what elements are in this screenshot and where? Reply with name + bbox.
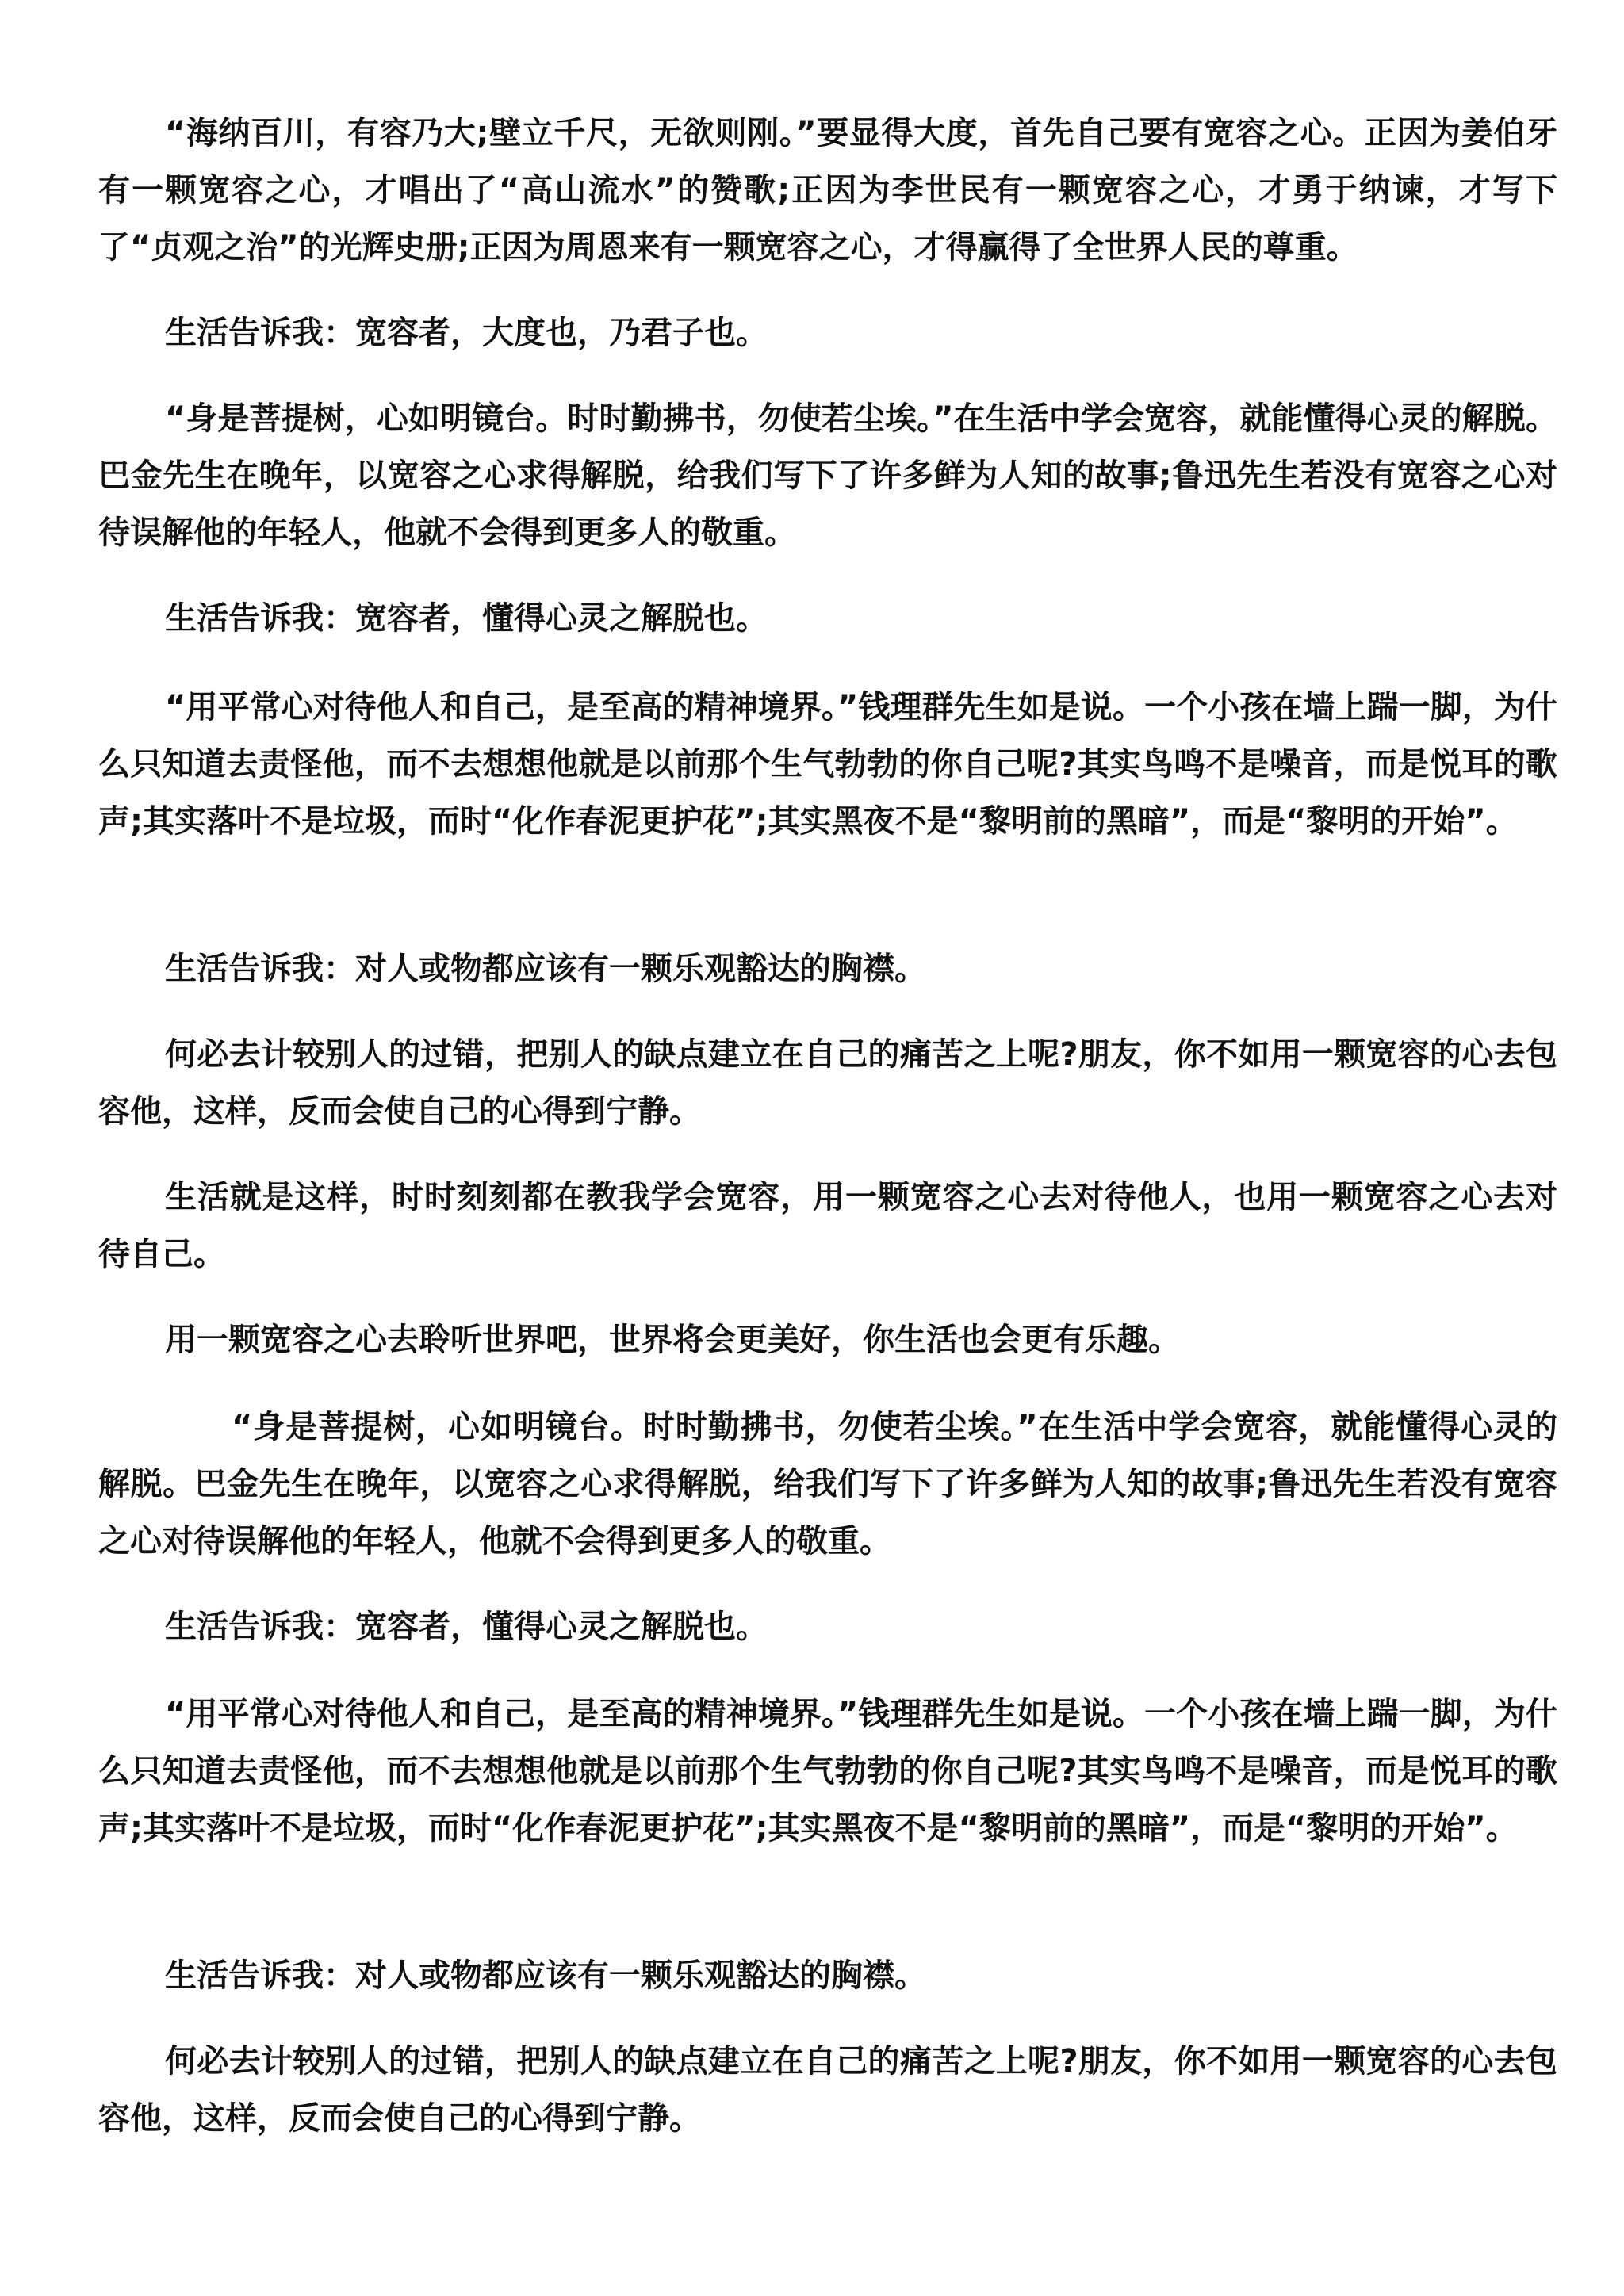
paragraph-life-teaches-tolerance: 生活就是这样，时时刻刻都在教我学会宽容，用一颗宽容之心去对待他人，也用一颗宽容之心去对待自己。 <box>98 1179 1557 1272</box>
paragraph-listen-to-world: 用一颗宽容之心去聆听世界吧，世界将会更美好，你生活也会更有乐趣。 <box>165 1322 1180 1358</box>
paragraph-bodhi-tree-repeat: “身是菩提树，心如明镜台。时时勤拂书，勿使若尘埃。”在生活中学会宽容，就能懂得心灵的解脱。巴金先生在晚年，以宽容之心求得解脱，给我们写下了许多鲜为人知的故事;鲁迅先生若没有宽容之心对待误解他的年轻人，他就不会得到更多人的敬重。 <box>98 1409 1557 1559</box>
paragraph-bodhi-tree: “身是菩提树，心如明镜台。时时勤拂书，勿使若尘埃。”在生活中学会宽容，就能懂得心灵的解脱。巴金先生在晚年，以宽容之心求得解脱，给我们写下了许多鲜为人知的故事;鲁迅先生若没有宽容之心对待误解他的年轻人，他就不会得到更多人的敬重。 <box>98 400 1557 551</box>
paragraph-why-blame-others-repeat: 何必去计较别人的过错，把别人的缺点建立在自己的痛苦之上呢?朋友，你不如用一颗宽容的心去包容他，这样，反而会使自己的心得到宁静。 <box>98 2043 1557 2137</box>
paragraph-ordinary-mind-repeat: “用平常心对待他人和自己，是至高的精神境界。”钱理群先生如是说。一个小孩在墙上踹一脚，为什么只知道去责怪他，而不去想想他就是以前那个生气勃勃的你自己呢?其实鸟鸣不是噪音，而是悦耳的歌声;其实落叶不是垃圾，而时“化作春泥更护花”;其实黑夜不是“黎明前的黑暗”，而是“黎明的开始”。 <box>98 1696 1557 1846</box>
paragraph-life-tells-me-liberation-repeat: 生活告诉我：宽容者，懂得心灵之解脱也。 <box>165 1609 768 1645</box>
paragraph-life-tells-me-optimism: 生活告诉我：对人或物都应该有一颗乐观豁达的胸襟。 <box>165 951 926 987</box>
paragraph-ordinary-mind: “用平常心对待他人和自己，是至高的精神境界。”钱理群先生如是说。一个小孩在墙上踹一脚，为什么只知道去责怪他，而不去想想他就是以前那个生气勃勃的你自己呢?其实鸟鸣不是噪音，而是悦耳的歌声;其实落叶不是垃圾，而时“化作春泥更护花”;其实黑夜不是“黎明前的黑暗”，而是“黎明的开始”。 <box>98 689 1557 840</box>
paragraph-life-tells-me-optimism-repeat: 生活告诉我：对人或物都应该有一颗乐观豁达的胸襟。 <box>165 1957 926 1994</box>
paragraph-why-blame-others: 何必去计较别人的过错，把别人的缺点建立在自己的痛苦之上呢?朋友，你不如用一颗宽容的心去包容他，这样，反而会使自己的心得到宁静。 <box>98 1036 1557 1130</box>
paragraph-life-tells-me-liberation: 生活告诉我：宽容者，懂得心灵之解脱也。 <box>165 600 768 637</box>
paragraph-haina-baichuan: “海纳百川，有容乃大;壁立千尺，无欲则刚。”要显得大度，首先自己要有宽容之心。正因为姜伯牙有一颗宽容之心，才唱出了“高山流水”的赞歌;正因为李世民有一颗宽容之心，才勇于纳谏，才写下了“贞观之治”的光辉史册;正因为周恩来有一颗宽容之心，才得赢得了全世界人民的尊重。 <box>98 115 1557 266</box>
paragraph-life-tells-me-magnanimity: 生活告诉我：宽容者，大度也，乃君子也。 <box>165 315 768 351</box>
